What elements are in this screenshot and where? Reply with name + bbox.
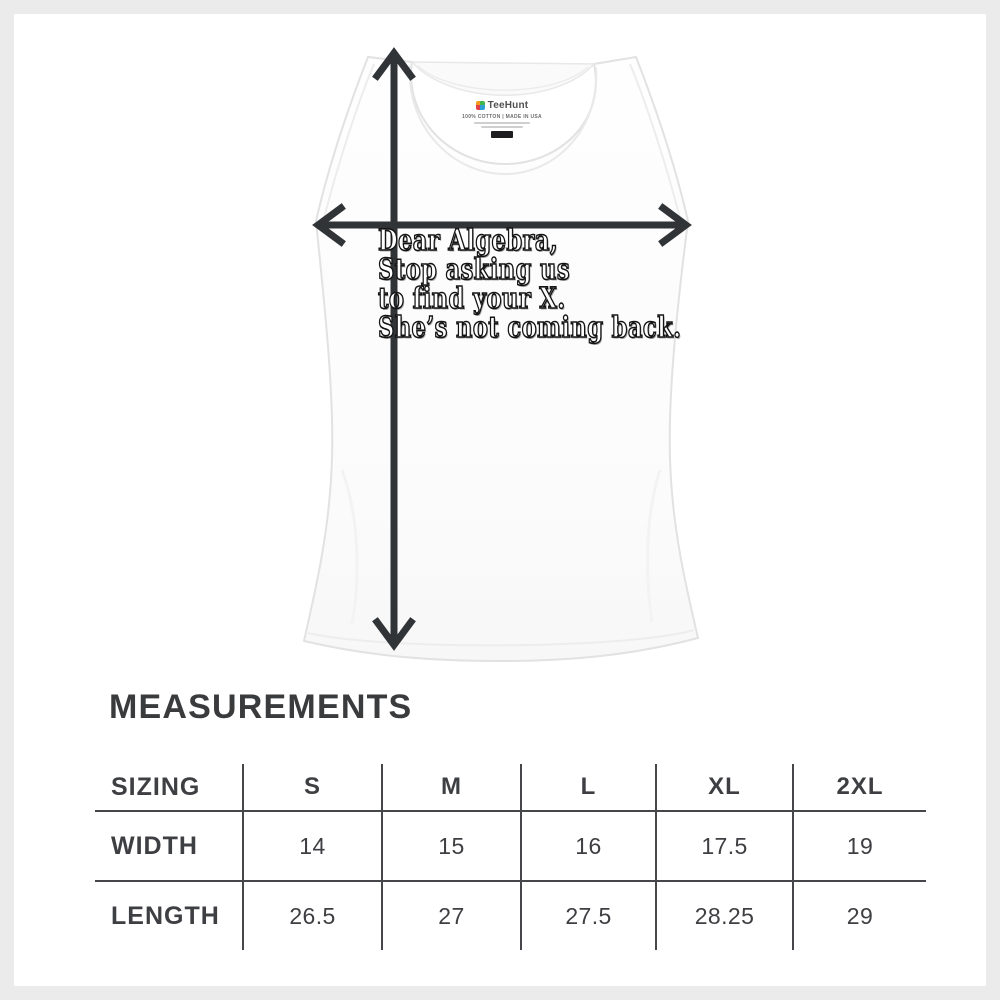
length-value-2xl: 29	[792, 882, 926, 950]
size-table	[95, 764, 926, 950]
row-label-length: LENGTH	[111, 901, 220, 930]
size-col-header-xl: XL	[655, 764, 792, 812]
size-col-header-s: S	[242, 764, 381, 812]
size-tag	[491, 131, 513, 138]
size-col-header-l: L	[520, 764, 655, 812]
print-line-2: Stop asking us	[378, 252, 571, 286]
care-text-line	[474, 122, 530, 124]
collar-label	[442, 100, 562, 138]
brand-row	[442, 100, 562, 111]
print-line-3: to find your X.	[378, 281, 566, 315]
width-value-m: 15	[381, 812, 520, 882]
tank-top-body	[304, 57, 698, 661]
care-text-line	[481, 126, 523, 128]
length-value-m: 27	[381, 882, 520, 950]
label-origin-text: 100% COTTON | MADE IN USA	[462, 114, 542, 120]
brand-logo-icon	[476, 101, 485, 110]
brand-name: TeeHunt	[487, 100, 529, 111]
row-label-width: WIDTH	[95, 812, 242, 882]
measurements-title: MEASUREMENTS	[109, 688, 413, 726]
width-value-s: 14	[242, 812, 381, 882]
shirt-print-text	[378, 223, 682, 344]
width-value-l: 16	[520, 812, 655, 882]
size-col-header-m: M	[381, 764, 520, 812]
print-line-1: Dear Algebra,	[378, 223, 559, 257]
sizing-corner-label: SIZING	[95, 764, 242, 812]
length-value-l: 27.5	[520, 882, 655, 950]
width-value-xl: 17.5	[655, 812, 792, 882]
length-value-s: 26.5	[242, 882, 381, 950]
size-col-header-2xl: 2XL	[792, 764, 926, 812]
length-value-xl: 28.25	[655, 882, 792, 950]
width-value-2xl: 19	[792, 812, 926, 882]
print-line-4: She’s not coming back.	[378, 310, 682, 344]
